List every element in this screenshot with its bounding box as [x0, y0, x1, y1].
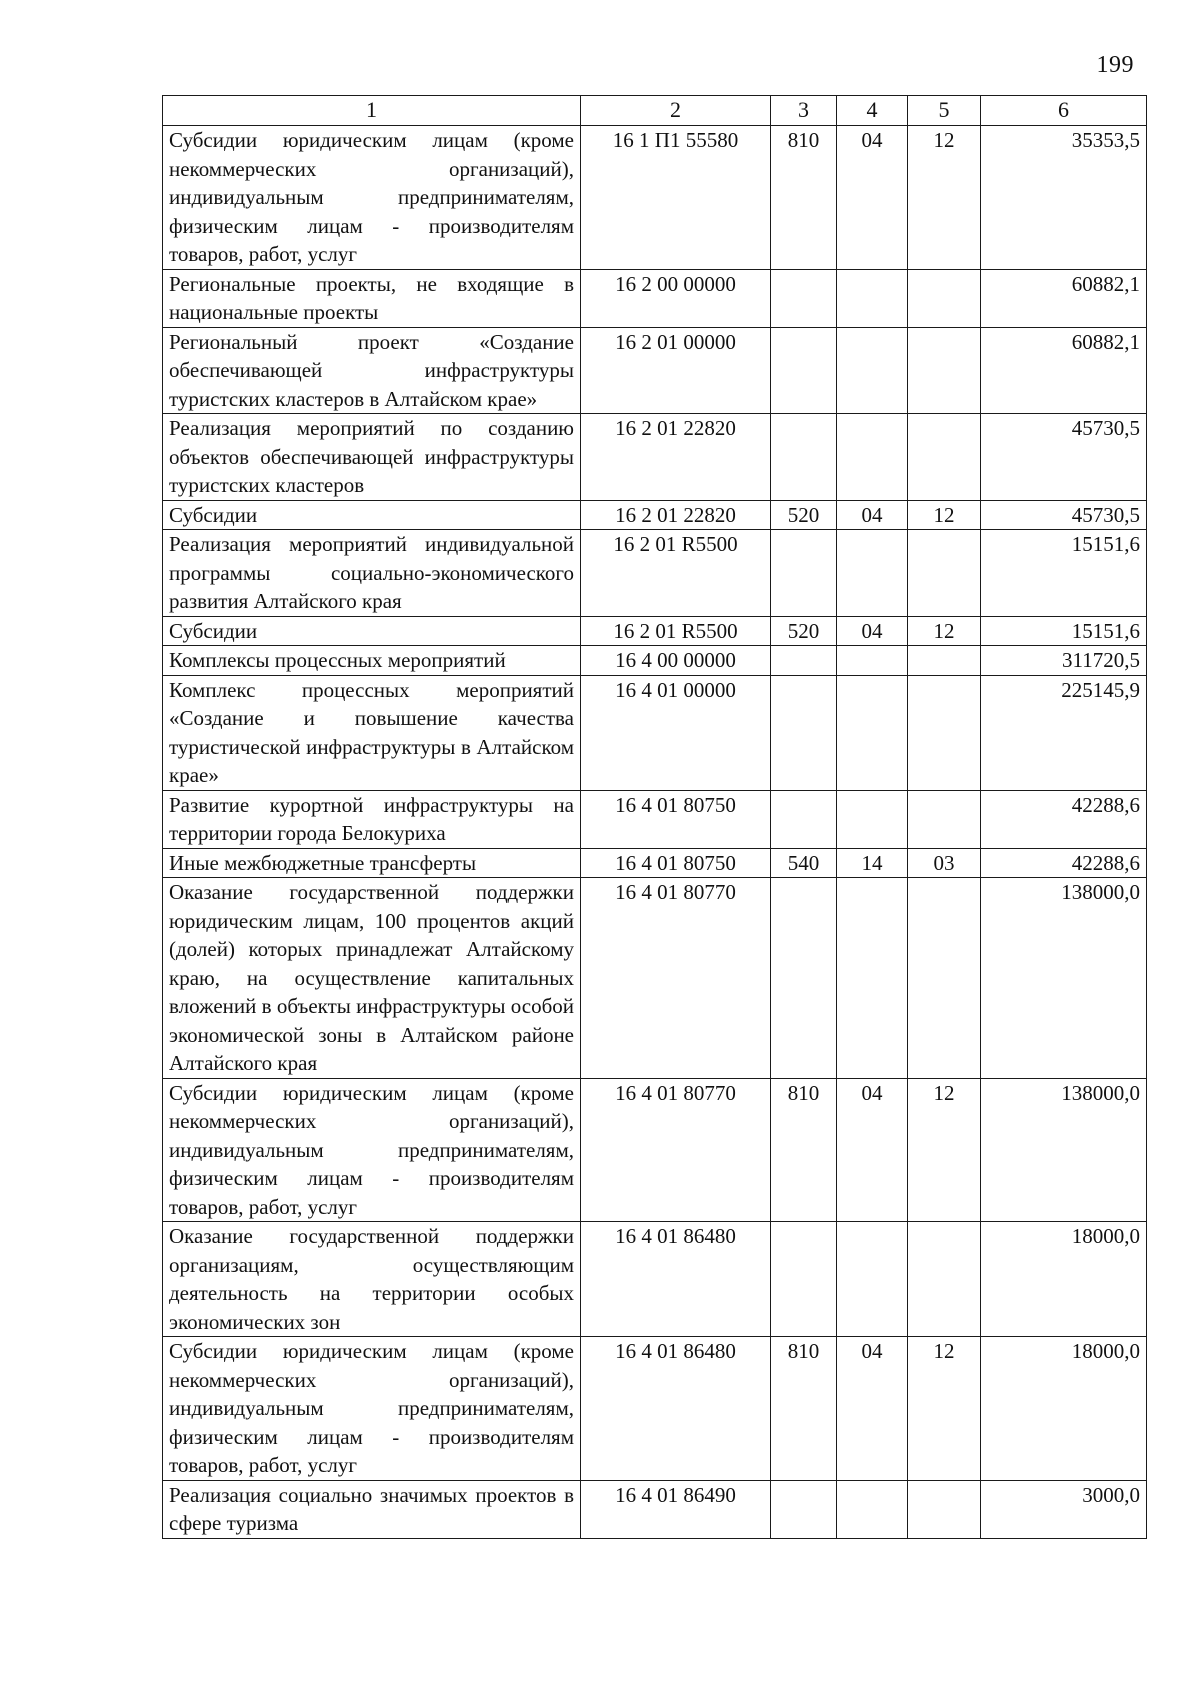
row-amount: 45730,5	[981, 500, 1147, 530]
header-col-4: 4	[837, 96, 908, 126]
row-amount: 60882,1	[981, 269, 1147, 327]
row-code: 16 4 01 86490	[581, 1480, 771, 1538]
row-name: Субсидии	[163, 500, 581, 530]
row-code: 16 4 00 00000	[581, 646, 771, 676]
row-col-5	[908, 675, 981, 790]
row-code: 16 4 01 80770	[581, 1078, 771, 1222]
row-amount: 35353,5	[981, 126, 1147, 270]
table-row	[163, 1480, 1147, 1538]
table-row	[163, 500, 1147, 530]
row-col-3	[771, 790, 837, 848]
row-col-4: 04	[837, 1078, 908, 1222]
row-col-4	[837, 790, 908, 848]
table-row	[163, 646, 1147, 676]
row-amount: 138000,0	[981, 1078, 1147, 1222]
row-col-4: 04	[837, 616, 908, 646]
table-row	[163, 848, 1147, 878]
row-col-3: 810	[771, 126, 837, 270]
row-col-5	[908, 1222, 981, 1337]
header-col-3: 3	[771, 96, 837, 126]
row-code: 16 4 01 80750	[581, 848, 771, 878]
row-code: 16 2 01 R5500	[581, 530, 771, 617]
table-row	[163, 1078, 1147, 1222]
header-row	[163, 96, 1147, 126]
row-code: 16 2 01 00000	[581, 327, 771, 414]
row-code: 16 2 01 R5500	[581, 616, 771, 646]
row-col-5	[908, 327, 981, 414]
row-name: Развитие курортной инфраструктуры на территории города Белокуриха	[163, 790, 581, 848]
table-row	[163, 327, 1147, 414]
row-col-4: 04	[837, 500, 908, 530]
row-code: 16 4 01 86480	[581, 1222, 771, 1337]
row-col-5: 12	[908, 500, 981, 530]
row-col-3: 520	[771, 616, 837, 646]
row-col-5	[908, 530, 981, 617]
row-code: 16 1 П1 55580	[581, 126, 771, 270]
row-code: 16 2 00 00000	[581, 269, 771, 327]
row-code: 16 4 01 86480	[581, 1337, 771, 1481]
row-name: Субсидии	[163, 616, 581, 646]
table-row	[163, 1337, 1147, 1481]
table-row	[163, 530, 1147, 617]
row-code: 16 4 01 00000	[581, 675, 771, 790]
row-col-5: 12	[908, 126, 981, 270]
table-row	[163, 616, 1147, 646]
row-name: Оказание государственной поддержки юридическим лицам, 100 процентов акций (долей) которых принадлежат Алтайскому краю, на осуществление капитальных вложений в объекты инфраструктуры особой экономической зоны в Алтайском районе Алтайского края	[163, 878, 581, 1079]
row-name: Реализация социально значимых проектов в сфере туризма	[163, 1480, 581, 1538]
row-col-3	[771, 1222, 837, 1337]
row-col-3	[771, 646, 837, 676]
row-amount: 138000,0	[981, 878, 1147, 1079]
row-name: Региональный проект «Создание обеспечивающей инфраструктуры туристских кластеров в Алтайском крае»	[163, 327, 581, 414]
row-col-3	[771, 269, 837, 327]
header-col-2: 2	[581, 96, 771, 126]
row-col-5	[908, 414, 981, 501]
row-col-3	[771, 530, 837, 617]
header-col-1: 1	[163, 96, 581, 126]
row-amount: 311720,5	[981, 646, 1147, 676]
row-code: 16 4 01 80750	[581, 790, 771, 848]
row-col-3	[771, 1480, 837, 1538]
row-col-4	[837, 327, 908, 414]
row-col-4	[837, 530, 908, 617]
row-col-3	[771, 878, 837, 1079]
row-col-4	[837, 675, 908, 790]
row-col-4	[837, 1222, 908, 1337]
row-col-3: 540	[771, 848, 837, 878]
budget-table	[162, 95, 1147, 1539]
table-row	[163, 878, 1147, 1079]
row-col-5	[908, 790, 981, 848]
row-col-5	[908, 646, 981, 676]
row-code: 16 2 01 22820	[581, 500, 771, 530]
page-number: 199	[1096, 52, 1134, 78]
row-amount: 42288,6	[981, 848, 1147, 878]
row-col-5	[908, 269, 981, 327]
row-amount: 42288,6	[981, 790, 1147, 848]
table-row	[163, 790, 1147, 848]
row-name: Субсидии юридическим лицам (кроме некоммерческих организаций), индивидуальным предпринимателям, физическим лицам - производителям товаров, работ, услуг	[163, 1078, 581, 1222]
row-amount: 60882,1	[981, 327, 1147, 414]
row-amount: 225145,9	[981, 675, 1147, 790]
row-amount: 15151,6	[981, 530, 1147, 617]
row-col-4	[837, 878, 908, 1079]
row-col-4: 04	[837, 1337, 908, 1481]
row-col-4	[837, 269, 908, 327]
table-body	[163, 126, 1147, 1539]
row-amount: 18000,0	[981, 1337, 1147, 1481]
table-row	[163, 269, 1147, 327]
row-col-3: 810	[771, 1337, 837, 1481]
row-col-3	[771, 675, 837, 790]
table-row	[163, 414, 1147, 501]
header-col-5: 5	[908, 96, 981, 126]
row-col-4	[837, 414, 908, 501]
table-row	[163, 1222, 1147, 1337]
row-name: Оказание государственной поддержки организациям, осуществляющим деятельность на территории особых экономических зон	[163, 1222, 581, 1337]
row-col-3	[771, 327, 837, 414]
row-name: Реализация мероприятий по созданию объектов обеспечивающей инфраструктуры туристских кластеров	[163, 414, 581, 501]
table-header	[163, 96, 1147, 126]
row-code: 16 2 01 22820	[581, 414, 771, 501]
row-col-5	[908, 878, 981, 1079]
row-col-4	[837, 1480, 908, 1538]
row-name: Региональные проекты, не входящие в национальные проекты	[163, 269, 581, 327]
row-col-3	[771, 414, 837, 501]
row-name: Субсидии юридическим лицам (кроме некоммерческих организаций), индивидуальным предпринимателям, физическим лицам - производителям товаров, работ, услуг	[163, 1337, 581, 1481]
row-col-4: 04	[837, 126, 908, 270]
row-name: Реализация мероприятий индивидуальной программы социально-экономического развития Алтайского края	[163, 530, 581, 617]
table-row	[163, 675, 1147, 790]
row-amount: 15151,6	[981, 616, 1147, 646]
row-name: Комплексы процессных мероприятий	[163, 646, 581, 676]
row-col-4	[837, 646, 908, 676]
row-amount: 18000,0	[981, 1222, 1147, 1337]
row-col-5: 12	[908, 1078, 981, 1222]
row-col-5	[908, 1480, 981, 1538]
row-name: Субсидии юридическим лицам (кроме некоммерческих организаций), индивидуальным предпринимателям, физическим лицам - производителям товаров, работ, услуг	[163, 126, 581, 270]
row-amount: 3000,0	[981, 1480, 1147, 1538]
row-col-3: 810	[771, 1078, 837, 1222]
row-col-3: 520	[771, 500, 837, 530]
row-name: Комплекс процессных мероприятий «Создание и повышение качества туристической инфраструктуры в Алтайском крае»	[163, 675, 581, 790]
table-row	[163, 126, 1147, 270]
header-col-6: 6	[981, 96, 1147, 126]
row-amount: 45730,5	[981, 414, 1147, 501]
row-col-5: 03	[908, 848, 981, 878]
row-col-5: 12	[908, 616, 981, 646]
row-col-4: 14	[837, 848, 908, 878]
row-name: Иные межбюджетные трансферты	[163, 848, 581, 878]
row-code: 16 4 01 80770	[581, 878, 771, 1079]
row-col-5: 12	[908, 1337, 981, 1481]
